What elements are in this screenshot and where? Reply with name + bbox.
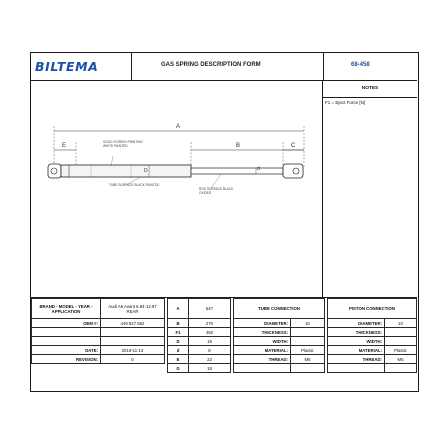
dimension-label-d-upper: D: [144, 168, 148, 174]
brand-label: BRAND - MODEL - YEAR - APPLICATION: [32, 299, 101, 319]
dim-key: D: [168, 337, 189, 346]
notes-text: F1 = Eject Force [N]: [325, 100, 366, 105]
dim-value: 18: [189, 364, 231, 373]
dimension-label-c: C: [291, 143, 296, 149]
note-tube-surface: TUBE SURFACE BLACK PAINTED: [109, 183, 160, 187]
note-rod-surface: ROD SURFACE BLACK OXIDED: [199, 187, 234, 195]
tube-width-value: [291, 337, 325, 346]
part-number: 68-458: [351, 62, 370, 68]
gas-spring-drawing: [31, 80, 323, 298]
piston-material-label: MATERIAL:: [328, 346, 385, 355]
dim-value: 22: [189, 355, 231, 364]
piston-thickness-label: THICKNESS:: [328, 328, 385, 337]
piston-thread-label: THREAD:: [328, 355, 385, 364]
tube-thickness-value: [291, 328, 325, 337]
piston-connection-table: [327, 298, 417, 373]
piston-rod: [191, 168, 283, 174]
form-header: [31, 53, 417, 81]
revision-label: REVISION:: [32, 355, 101, 364]
tube-thickness-label: THICKNESS:: [234, 328, 291, 337]
cylinder-tube: [61, 165, 191, 177]
tube-connection-heading: TUBE CONNECTION: [234, 299, 325, 319]
dimension-label-e: E: [62, 143, 67, 149]
dim-key: A: [168, 299, 189, 319]
dim-value: 450: [189, 328, 231, 337]
header-divider: [323, 53, 324, 80]
piston-diameter-label: DIAMETER:: [328, 319, 385, 328]
piston-material-value: Plastic: [385, 346, 417, 355]
dimension-label-a: A: [176, 124, 181, 130]
notes-panel: [323, 80, 417, 298]
dim-key: F1: [168, 328, 189, 337]
piston-width-value: [385, 337, 417, 346]
form-title: GAS SPRING DESCRIPTION FORM: [161, 62, 261, 68]
date-label: DATE:: [32, 346, 101, 355]
oem-label: OEM #:: [32, 319, 101, 328]
tube-diameter-label: DIAMETER:: [234, 319, 291, 328]
dim-value: 270: [189, 319, 231, 328]
piston-diameter-value: 10: [385, 319, 417, 328]
dim-key: d: [168, 346, 189, 355]
date-value: 2019-11-13: [101, 346, 165, 355]
dimensions-table: [167, 298, 231, 373]
piston-thickness-value: [385, 328, 417, 337]
revision-value: 0: [101, 355, 165, 364]
note-screen-printing: SOLID SCREEN PRINTING WHITE PAINTED: [103, 140, 143, 148]
header-divider: [131, 53, 132, 80]
dimension-label-b: B: [236, 143, 241, 149]
vehicle-info-table: [31, 298, 165, 364]
dimension-label-d-lower: d: [257, 166, 260, 172]
tube-material-label: MATERIAL:: [234, 346, 291, 355]
tube-diameter-value: 10: [291, 319, 325, 328]
piston-thread-value: M6: [385, 355, 417, 364]
tube-connection-table: [233, 298, 325, 373]
dim-value: 647: [189, 299, 231, 319]
tube-thread-value: M6: [291, 355, 325, 364]
oem-value: 449 827 552: [101, 319, 165, 328]
piston-connection-heading: PISTON CONNECTION: [328, 299, 417, 319]
tube-end-fitting: [48, 164, 61, 178]
tube-thread-label: THREAD:: [234, 355, 291, 364]
notes-heading: NOTES: [323, 80, 417, 98]
gas-spring-svg: [31, 80, 323, 298]
dim-key: B: [168, 319, 189, 328]
dim-value: 18: [189, 337, 231, 346]
dim-value: 8: [189, 346, 231, 355]
description-form: [30, 52, 419, 392]
dim-key: G: [168, 364, 189, 373]
tube-material-value: Plastic: [291, 346, 325, 355]
tube-width-label: WIDTH:: [234, 337, 291, 346]
brand-value: Audi A6 Avant 6.94-12.97 REAR: [101, 299, 165, 319]
dim-key: E: [168, 355, 189, 364]
biltema-logo: BILTEMA: [35, 59, 99, 74]
piston-width-label: WIDTH:: [328, 337, 385, 346]
